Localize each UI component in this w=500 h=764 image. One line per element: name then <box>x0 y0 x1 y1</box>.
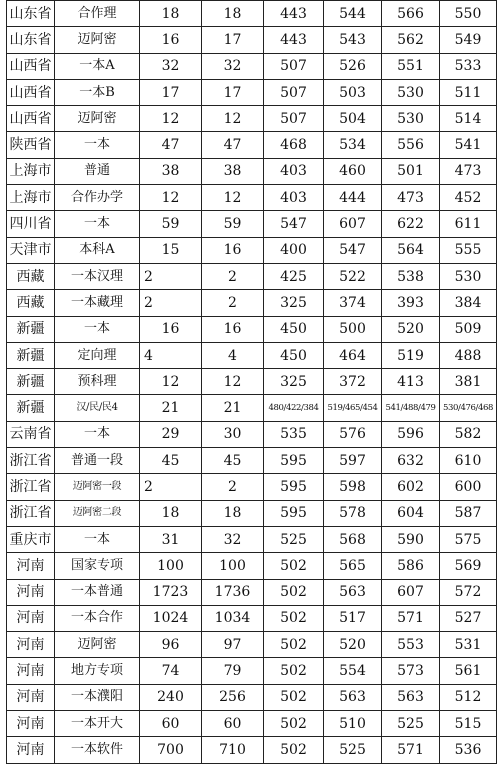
cell-control-line: 325 <box>264 369 324 395</box>
cell-province: 河南 <box>7 605 55 631</box>
cell-province: 河南 <box>7 737 55 763</box>
table-row <box>7 684 497 710</box>
cell-control-line: 507 <box>264 106 324 132</box>
cell-admitted-count: 256 <box>202 684 264 710</box>
cell-province: 新疆 <box>7 316 55 342</box>
cell-category: 迈阿密 <box>55 106 140 132</box>
cell-control-line: 400 <box>264 237 324 263</box>
cell-category: 一本软件 <box>55 737 140 763</box>
cell-category: 地方专项 <box>55 658 140 684</box>
cell-min-score: 547 <box>324 237 382 263</box>
cell-plan-count: 59 <box>140 211 202 237</box>
cell-province: 新疆 <box>7 395 55 421</box>
cell-category: 一本 <box>55 526 140 552</box>
table-row <box>7 342 497 368</box>
cell-avg-score: 572 <box>440 579 497 605</box>
cell-max-score: 538 <box>382 263 440 289</box>
cell-category: 一本 <box>55 132 140 158</box>
cell-plan-count: 4 <box>140 342 202 368</box>
cell-control-line: 502 <box>264 579 324 605</box>
cell-province: 上海市 <box>7 158 55 184</box>
cell-max-score: 551 <box>382 53 440 79</box>
cell-control-line: 443 <box>264 27 324 53</box>
cell-category: 迈阿密一段 <box>55 474 140 500</box>
cell-province: 河南 <box>7 658 55 684</box>
cell-min-score: 464 <box>324 342 382 368</box>
cell-category: 迈阿密 <box>55 632 140 658</box>
cell-admitted-count: 2 <box>202 263 264 289</box>
cell-admitted-count: 32 <box>202 526 264 552</box>
cell-plan-count: 60 <box>140 711 202 737</box>
cell-max-score: 473 <box>382 185 440 211</box>
cell-plan-count: 47 <box>140 132 202 158</box>
table-row <box>7 1 497 27</box>
cell-plan-count: 15 <box>140 237 202 263</box>
cell-min-score: 543 <box>324 27 382 53</box>
cell-admitted-count: 97 <box>202 632 264 658</box>
table-row <box>7 132 497 158</box>
cell-control-line: 425 <box>264 263 324 289</box>
table-row <box>7 106 497 132</box>
cell-control-line: 525 <box>264 526 324 552</box>
cell-control-line: 507 <box>264 53 324 79</box>
table-row <box>7 369 497 395</box>
cell-plan-count: 1024 <box>140 605 202 631</box>
cell-plan-count: 16 <box>140 27 202 53</box>
cell-admitted-count: 17 <box>202 79 264 105</box>
cell-max-score: 520 <box>382 316 440 342</box>
cell-province: 山西省 <box>7 106 55 132</box>
cell-plan-count: 32 <box>140 53 202 79</box>
table-row <box>7 500 497 526</box>
cell-avg-score: 488 <box>440 342 497 368</box>
table-row <box>7 185 497 211</box>
cell-category: 一本 <box>55 421 140 447</box>
table-row <box>7 526 497 552</box>
cell-avg-score: 530/476/468 <box>440 395 497 421</box>
cell-control-line: 450 <box>264 342 324 368</box>
cell-plan-count: 240 <box>140 684 202 710</box>
cell-max-score: 525 <box>382 711 440 737</box>
cell-plan-count: 100 <box>140 553 202 579</box>
cell-min-score: 519/465/454 <box>324 395 382 421</box>
cell-plan-count: 45 <box>140 448 202 474</box>
cell-admitted-count: 710 <box>202 737 264 763</box>
cell-plan-count: 38 <box>140 158 202 184</box>
cell-plan-count: 1723 <box>140 579 202 605</box>
cell-province: 浙江省 <box>7 448 55 474</box>
cell-max-score: 564 <box>382 237 440 263</box>
cell-min-score: 504 <box>324 106 382 132</box>
cell-min-score: 554 <box>324 658 382 684</box>
cell-plan-count: 700 <box>140 737 202 763</box>
cell-province: 河南 <box>7 553 55 579</box>
cell-admitted-count: 59 <box>202 211 264 237</box>
cell-avg-score: 452 <box>440 185 497 211</box>
cell-control-line: 502 <box>264 632 324 658</box>
cell-max-score: 604 <box>382 500 440 526</box>
cell-max-score: 562 <box>382 27 440 53</box>
cell-min-score: 372 <box>324 369 382 395</box>
cell-category: 一本开大 <box>55 711 140 737</box>
cell-province: 新疆 <box>7 342 55 368</box>
cell-admitted-count: 12 <box>202 369 264 395</box>
cell-min-score: 500 <box>324 316 382 342</box>
cell-control-line: 595 <box>264 500 324 526</box>
table-row <box>7 448 497 474</box>
cell-avg-score: 509 <box>440 316 497 342</box>
cell-avg-score: 575 <box>440 526 497 552</box>
cell-admitted-count: 12 <box>202 106 264 132</box>
cell-category: 合作办学 <box>55 185 140 211</box>
cell-max-score: 586 <box>382 553 440 579</box>
cell-province: 河南 <box>7 632 55 658</box>
cell-province: 山东省 <box>7 27 55 53</box>
cell-avg-score: 611 <box>440 211 497 237</box>
cell-admitted-count: 12 <box>202 185 264 211</box>
cell-category: 一本B <box>55 79 140 105</box>
table-row <box>7 421 497 447</box>
cell-max-score: 602 <box>382 474 440 500</box>
cell-max-score: 573 <box>382 658 440 684</box>
cell-category: 预科理 <box>55 369 140 395</box>
table-row <box>7 237 497 263</box>
cell-province: 陕西省 <box>7 132 55 158</box>
cell-min-score: 510 <box>324 711 382 737</box>
table-row <box>7 211 497 237</box>
cell-category: 定向理 <box>55 342 140 368</box>
cell-province: 山西省 <box>7 79 55 105</box>
cell-province: 山东省 <box>7 1 55 27</box>
cell-category: 迈阿密二段 <box>55 500 140 526</box>
cell-admitted-count: 18 <box>202 500 264 526</box>
cell-category: 一本 <box>55 211 140 237</box>
cell-min-score: 576 <box>324 421 382 447</box>
cell-plan-count: 2 <box>140 290 202 316</box>
cell-min-score: 607 <box>324 211 382 237</box>
cell-max-score: 571 <box>382 737 440 763</box>
table-row <box>7 658 497 684</box>
cell-plan-count: 29 <box>140 421 202 447</box>
table-row <box>7 579 497 605</box>
cell-category: 一本合作 <box>55 605 140 631</box>
cell-category: 汉/民/民4 <box>55 395 140 421</box>
cell-max-score: 541/488/479 <box>382 395 440 421</box>
cell-category: 本科A <box>55 237 140 263</box>
cell-min-score: 525 <box>324 737 382 763</box>
cell-avg-score: 531 <box>440 632 497 658</box>
table-row <box>7 605 497 631</box>
cell-max-score: 622 <box>382 211 440 237</box>
cell-plan-count: 12 <box>140 185 202 211</box>
cell-avg-score: 511 <box>440 79 497 105</box>
cell-plan-count: 17 <box>140 79 202 105</box>
cell-max-score: 563 <box>382 684 440 710</box>
cell-avg-score: 533 <box>440 53 497 79</box>
cell-admitted-count: 16 <box>202 316 264 342</box>
cell-admitted-count: 16 <box>202 237 264 263</box>
table-row <box>7 737 497 763</box>
cell-avg-score: 473 <box>440 158 497 184</box>
cell-admitted-count: 18 <box>202 1 264 27</box>
admission-score-table-container <box>6 0 496 764</box>
cell-province: 河南 <box>7 711 55 737</box>
cell-min-score: 520 <box>324 632 382 658</box>
cell-category: 一本汉理 <box>55 263 140 289</box>
cell-avg-score: 381 <box>440 369 497 395</box>
cell-min-score: 534 <box>324 132 382 158</box>
cell-admitted-count: 30 <box>202 421 264 447</box>
cell-min-score: 565 <box>324 553 382 579</box>
cell-province: 河南 <box>7 579 55 605</box>
cell-plan-count: 12 <box>140 106 202 132</box>
cell-avg-score: 550 <box>440 1 497 27</box>
cell-avg-score: 514 <box>440 106 497 132</box>
cell-max-score: 501 <box>382 158 440 184</box>
cell-admitted-count: 2 <box>202 474 264 500</box>
cell-avg-score: 541 <box>440 132 497 158</box>
cell-min-score: 597 <box>324 448 382 474</box>
cell-avg-score: 536 <box>440 737 497 763</box>
table-row <box>7 290 497 316</box>
cell-max-score: 590 <box>382 526 440 552</box>
cell-min-score: 563 <box>324 579 382 605</box>
cell-min-score: 578 <box>324 500 382 526</box>
cell-province: 重庆市 <box>7 526 55 552</box>
cell-admitted-count: 100 <box>202 553 264 579</box>
cell-province: 新疆 <box>7 369 55 395</box>
cell-control-line: 450 <box>264 316 324 342</box>
cell-max-score: 530 <box>382 106 440 132</box>
cell-avg-score: 582 <box>440 421 497 447</box>
cell-admitted-count: 17 <box>202 27 264 53</box>
cell-max-score: 607 <box>382 579 440 605</box>
cell-category: 国家专项 <box>55 553 140 579</box>
cell-control-line: 535 <box>264 421 324 447</box>
cell-admitted-count: 1034 <box>202 605 264 631</box>
cell-admitted-count: 2 <box>202 290 264 316</box>
cell-max-score: 519 <box>382 342 440 368</box>
cell-min-score: 563 <box>324 684 382 710</box>
cell-max-score: 553 <box>382 632 440 658</box>
cell-avg-score: 600 <box>440 474 497 500</box>
cell-control-line: 502 <box>264 553 324 579</box>
cell-category: 一本A <box>55 53 140 79</box>
cell-max-score: 393 <box>382 290 440 316</box>
table-row <box>7 632 497 658</box>
cell-admitted-count: 38 <box>202 158 264 184</box>
cell-min-score: 598 <box>324 474 382 500</box>
cell-plan-count: 18 <box>140 1 202 27</box>
cell-min-score: 503 <box>324 79 382 105</box>
cell-avg-score: 561 <box>440 658 497 684</box>
cell-control-line: 468 <box>264 132 324 158</box>
cell-province: 云南省 <box>7 421 55 447</box>
cell-max-score: 530 <box>382 79 440 105</box>
cell-plan-count: 2 <box>140 474 202 500</box>
cell-control-line: 502 <box>264 684 324 710</box>
cell-province: 浙江省 <box>7 500 55 526</box>
cell-max-score: 571 <box>382 605 440 631</box>
cell-admitted-count: 1736 <box>202 579 264 605</box>
table-row <box>7 263 497 289</box>
cell-category: 合作理 <box>55 1 140 27</box>
cell-avg-score: 549 <box>440 27 497 53</box>
cell-plan-count: 18 <box>140 500 202 526</box>
cell-plan-count: 31 <box>140 526 202 552</box>
cell-province: 四川省 <box>7 211 55 237</box>
cell-control-line: 547 <box>264 211 324 237</box>
cell-category: 一本 <box>55 316 140 342</box>
cell-province: 西藏 <box>7 263 55 289</box>
cell-min-score: 517 <box>324 605 382 631</box>
table-row <box>7 316 497 342</box>
cell-avg-score: 569 <box>440 553 497 579</box>
cell-admitted-count: 60 <box>202 711 264 737</box>
cell-min-score: 444 <box>324 185 382 211</box>
cell-category: 一本濮阳 <box>55 684 140 710</box>
cell-province: 山西省 <box>7 53 55 79</box>
admission-score-table <box>6 0 497 764</box>
cell-max-score: 566 <box>382 1 440 27</box>
cell-admitted-count: 21 <box>202 395 264 421</box>
cell-avg-score: 587 <box>440 500 497 526</box>
cell-province: 西藏 <box>7 290 55 316</box>
cell-control-line: 502 <box>264 711 324 737</box>
cell-min-score: 568 <box>324 526 382 552</box>
cell-control-line: 507 <box>264 79 324 105</box>
cell-avg-score: 530 <box>440 263 497 289</box>
cell-plan-count: 2 <box>140 263 202 289</box>
cell-avg-score: 527 <box>440 605 497 631</box>
cell-avg-score: 610 <box>440 448 497 474</box>
table-body <box>7 1 497 764</box>
cell-avg-score: 555 <box>440 237 497 263</box>
cell-control-line: 502 <box>264 658 324 684</box>
cell-min-score: 374 <box>324 290 382 316</box>
cell-province: 浙江省 <box>7 474 55 500</box>
cell-max-score: 556 <box>382 132 440 158</box>
cell-category: 一本藏理 <box>55 290 140 316</box>
cell-control-line: 403 <box>264 185 324 211</box>
cell-max-score: 596 <box>382 421 440 447</box>
cell-min-score: 544 <box>324 1 382 27</box>
cell-control-line: 502 <box>264 605 324 631</box>
cell-admitted-count: 79 <box>202 658 264 684</box>
cell-plan-count: 96 <box>140 632 202 658</box>
cell-avg-score: 512 <box>440 684 497 710</box>
cell-plan-count: 12 <box>140 369 202 395</box>
cell-category: 迈阿密 <box>55 27 140 53</box>
cell-admitted-count: 32 <box>202 53 264 79</box>
cell-control-line: 443 <box>264 1 324 27</box>
table-row <box>7 395 497 421</box>
cell-control-line: 595 <box>264 474 324 500</box>
table-row <box>7 474 497 500</box>
cell-category: 普通 <box>55 158 140 184</box>
cell-max-score: 632 <box>382 448 440 474</box>
cell-category: 一本普通 <box>55 579 140 605</box>
cell-control-line: 325 <box>264 290 324 316</box>
table-row <box>7 27 497 53</box>
table-row <box>7 553 497 579</box>
cell-avg-score: 384 <box>440 290 497 316</box>
table-row <box>7 53 497 79</box>
cell-avg-score: 515 <box>440 711 497 737</box>
cell-control-line: 480/422/384 <box>264 395 324 421</box>
cell-category: 普通一段 <box>55 448 140 474</box>
cell-admitted-count: 4 <box>202 342 264 368</box>
cell-min-score: 460 <box>324 158 382 184</box>
cell-min-score: 526 <box>324 53 382 79</box>
cell-control-line: 403 <box>264 158 324 184</box>
cell-province: 河南 <box>7 684 55 710</box>
cell-province: 天津市 <box>7 237 55 263</box>
cell-plan-count: 16 <box>140 316 202 342</box>
table-row <box>7 711 497 737</box>
cell-control-line: 595 <box>264 448 324 474</box>
cell-min-score: 522 <box>324 263 382 289</box>
cell-admitted-count: 47 <box>202 132 264 158</box>
cell-province: 上海市 <box>7 185 55 211</box>
cell-plan-count: 21 <box>140 395 202 421</box>
cell-plan-count: 74 <box>140 658 202 684</box>
table-row <box>7 79 497 105</box>
cell-max-score: 413 <box>382 369 440 395</box>
cell-admitted-count: 45 <box>202 448 264 474</box>
table-row <box>7 158 497 184</box>
cell-control-line: 502 <box>264 737 324 763</box>
